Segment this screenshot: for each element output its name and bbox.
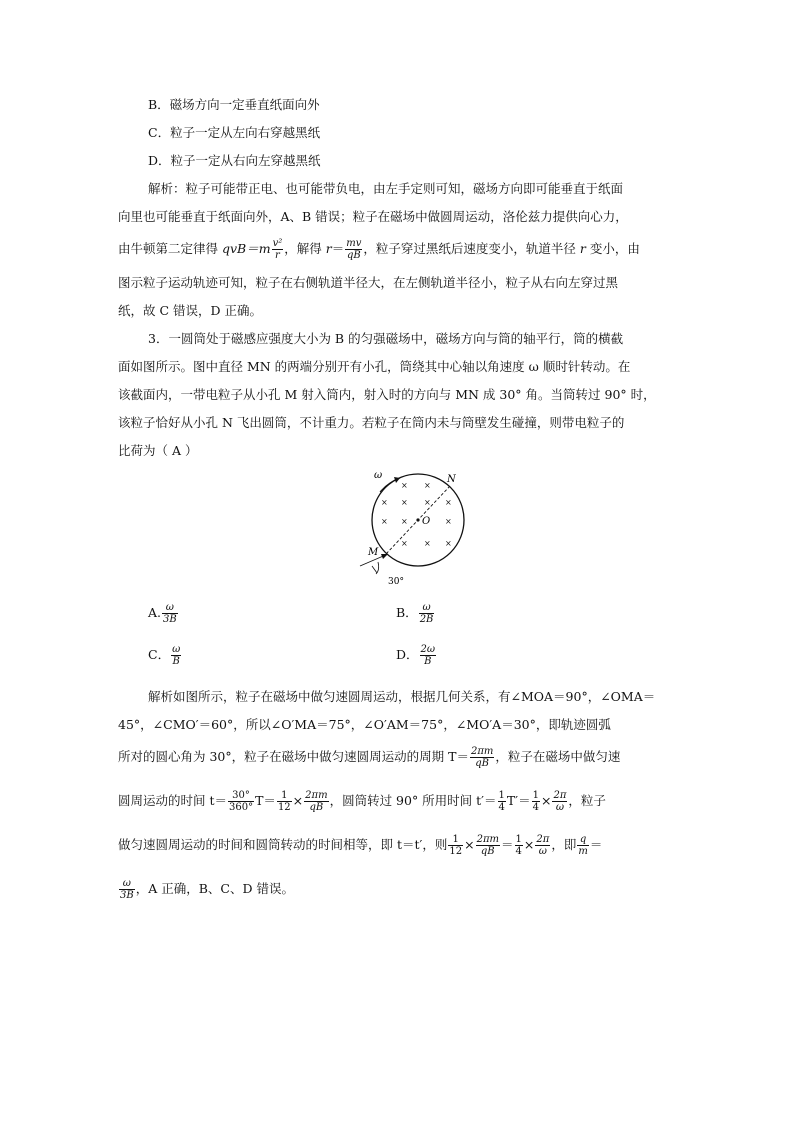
cross-mark: × <box>424 539 431 548</box>
cross-mark: × <box>401 539 408 548</box>
question3-line3: 该截面内，一带电粒子从小孔 M 射入筒内，射入时的方向与 MN 成 30° 角。当筒转过 90° 时， <box>118 387 656 402</box>
analysis1-line4: 图示粒子运动轨迹可知，粒子在右侧轨道半径大，在左侧轨道半径小，粒子从右向左穿过黑 <box>118 275 619 290</box>
analysis2-line5: 做匀速圆周运动的时间和圆筒转动的时间相等，即 t＝t′，则 $\frac{1}{12}$ × $\frac{2\pi m}{qB}$ ＝ $\frac{1}{4}$ × $\frac{2\pi}{\omega}$ ，即 $\frac{q}{m}$ ＝ <box>118 834 603 857</box>
analysis1-line2: 向里也可能垂直于纸面向外，A、B 错误；粒子在磁场中做圆周运动，洛伦兹力提供向心力， <box>118 209 628 224</box>
choice-c: C． $\frac{\omega}{B}$ <box>148 644 181 667</box>
question3-line1: 3．一圆筒处于磁感应强度大小为 B 的匀强磁场中，磁场方向与筒的轴平行，筒的横截 <box>148 331 624 346</box>
analysis2-line3: 所对的圆心角为 30°，粒子在磁场中做匀速圆周运动的周期 T＝ $\frac{2\pi m}{qB}$ ，粒子在磁场中做匀速 <box>118 746 621 769</box>
option-c-prev: C．粒子一定从左向右穿越黑纸 <box>148 125 321 140</box>
fraction-mv-over-qb: $\frac{mv}{qB}$ <box>346 238 362 261</box>
cross-mark: × <box>445 539 452 548</box>
angle-pointer <box>372 566 377 573</box>
cross-mark: × <box>401 517 408 526</box>
center-dot <box>416 518 419 521</box>
final-answer-fraction: $\frac{\omega}{3B}$ <box>120 878 134 901</box>
incident-arrowhead <box>381 554 388 559</box>
cross-mark: × <box>424 498 431 507</box>
m-label: M <box>368 547 379 558</box>
option-b-prev: B．磁场方向一定垂直纸面向外 <box>148 97 320 112</box>
omega-label: ω <box>374 470 383 481</box>
choice-d: D． $\frac{2\omega}{B}$ <box>396 644 436 667</box>
analysis1-line5: 纸，故 C 错误，D 正确。 <box>118 303 263 318</box>
cross-mark: × <box>401 481 408 490</box>
question3-line5: 比荷为（ A ） <box>118 443 198 458</box>
cylinder-figure <box>350 462 480 592</box>
choice-b: B． $\frac{\omega}{2B}$ <box>396 602 434 625</box>
option-d-prev: D．粒子一定从右向左穿越黑纸 <box>148 153 321 168</box>
cross-mark: × <box>381 517 388 526</box>
choice-a: A. $\frac{\omega}{3B}$ <box>148 602 177 625</box>
analysis2-line4: 圆周运动的时间 t＝ $\frac{30^\circ}{360^\circ}$ T＝ $\frac{1}{12}$ × $\frac{2\pi m}{qB}$ ，圆筒转过 90° 所用时间 t′＝ $\frac{1}{4}$ T′＝ $\frac{1}{4}$ × $\frac{2\pi}{\omega}$ ，粒子 <box>118 790 606 813</box>
cross-mark: × <box>424 481 431 490</box>
cross-mark: × <box>401 498 408 507</box>
analysis2-line2: 45°，∠CMO′＝60°，所以∠O′MA＝75°，∠O′AM＝75°，∠MO′A＝30°，即轨迹圆弧 <box>118 717 611 732</box>
o-label: O <box>422 516 431 527</box>
question3-line4: 该粒子恰好从小孔 N 飞出圆筒，不计重力。若粒子在筒内未与筒壁发生碰撞，则带电粒子的 <box>118 415 625 430</box>
analysis1-line3: 由牛顿第二定律得 qvB＝m $\frac{\text{v²}}{r}$ ，解得 r＝ $\frac{mv}{qB}$ ，粒子穿过黑纸后速度变小，轨道半径 r 变小，由 <box>118 238 640 261</box>
cross-mark: × <box>445 498 452 507</box>
analysis2-line1: 解析如图所示，粒子在磁场中做匀速圆周运动，根据几何关系，有∠MOA＝90°，∠OMA＝ <box>148 689 656 704</box>
fraction-v2-over-r: $\frac{\text{v²}}{r}$ <box>272 238 283 261</box>
cross-mark: × <box>381 498 388 507</box>
n-label: N <box>447 474 456 485</box>
analysis1-line1: 解析：粒子可能带正电、也可能带负电，由左手定则可知，磁场方向即可能垂直于纸面 <box>148 181 624 196</box>
analysis2-line6: $\frac{\omega}{3B}$ ，A 正确，B、C、D 错误。 <box>120 878 294 901</box>
cross-mark: × <box>445 517 452 526</box>
question3-line2: 面如图所示。图中直径 MN 的两端分别开有小孔，筒绕其中心轴以角速度 ω 顺时针转动。在 <box>118 359 631 374</box>
fraction-period: $\frac{2\pi m}{qB}$ <box>470 746 494 769</box>
angle-label: 30° <box>388 577 404 587</box>
